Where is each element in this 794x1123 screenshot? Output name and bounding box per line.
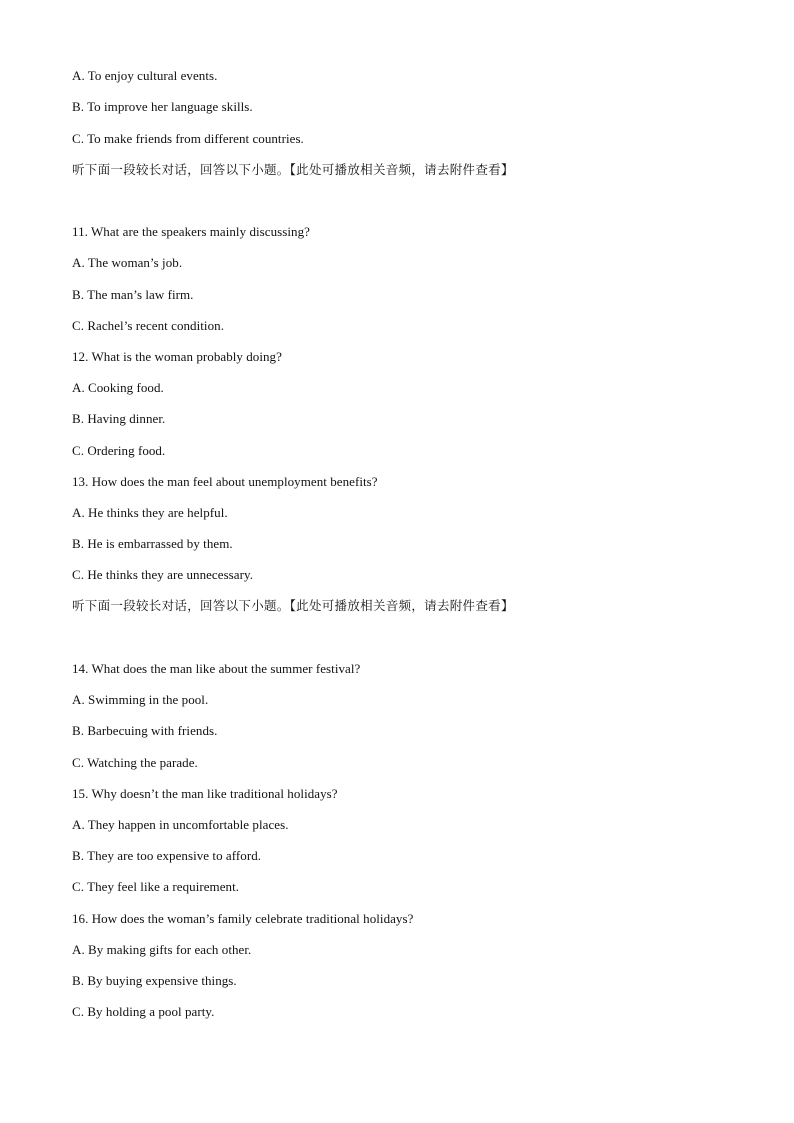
option-a-q10: A. To enjoy cultural events. [72, 68, 218, 83]
option-a-q14: A. Swimming in the pool. [72, 692, 209, 707]
question-12: 12. What is the woman probably doing? [72, 349, 282, 364]
question-11: 11. What are the speakers mainly discussing? [72, 224, 310, 239]
option-a-q11: A. The woman’s job. [72, 255, 183, 270]
option-c-q10: C. To make friends from different countries. [72, 131, 304, 146]
option-c-q12: C. Ordering food. [72, 443, 166, 458]
option-b-q13: B. He is embarrassed by them. [72, 536, 233, 551]
option-b-q16: B. By buying expensive things. [72, 973, 237, 988]
option-b-q10: B. To improve her language skills. [72, 99, 253, 114]
option-c-q16: C. By holding a pool party. [72, 1004, 215, 1019]
option-a-q16: A. By making gifts for each other. [72, 942, 252, 957]
option-b-q15: B. They are too expensive to afford. [72, 848, 262, 863]
option-c-q15: C. They feel like a requirement. [72, 879, 240, 894]
question-16: 16. How does the woman’s family celebrate traditional holidays? [72, 911, 414, 926]
option-a-q13: A. He thinks they are helpful. [72, 505, 228, 520]
option-b-q14: B. Barbecuing with friends. [72, 723, 218, 738]
question-13: 13. How does the man feel about unemployment benefits? [72, 474, 378, 489]
option-b-q11: B. The man’s law firm. [72, 287, 194, 302]
listening-instruction: 听下面一段较长对话，回答以下小题。【此处可播放相关音频，请去附件查看】 [72, 598, 514, 613]
listening-instruction: 听下面一段较长对话，回答以下小题。【此处可播放相关音频，请去附件查看】 [72, 162, 514, 177]
question-15: 15. Why doesn’t the man like traditional holidays? [72, 786, 338, 801]
option-a-q15: A. They happen in uncomfortable places. [72, 817, 289, 832]
question-14: 14. What does the man like about the summer festival? [72, 661, 361, 676]
option-b-q12: B. Having dinner. [72, 411, 166, 426]
option-c-q11: C. Rachel’s recent condition. [72, 318, 224, 333]
option-a-q12: A. Cooking food. [72, 380, 164, 395]
option-c-q14: C. Watching the parade. [72, 755, 198, 770]
option-c-q13: C. He thinks they are unnecessary. [72, 567, 253, 582]
